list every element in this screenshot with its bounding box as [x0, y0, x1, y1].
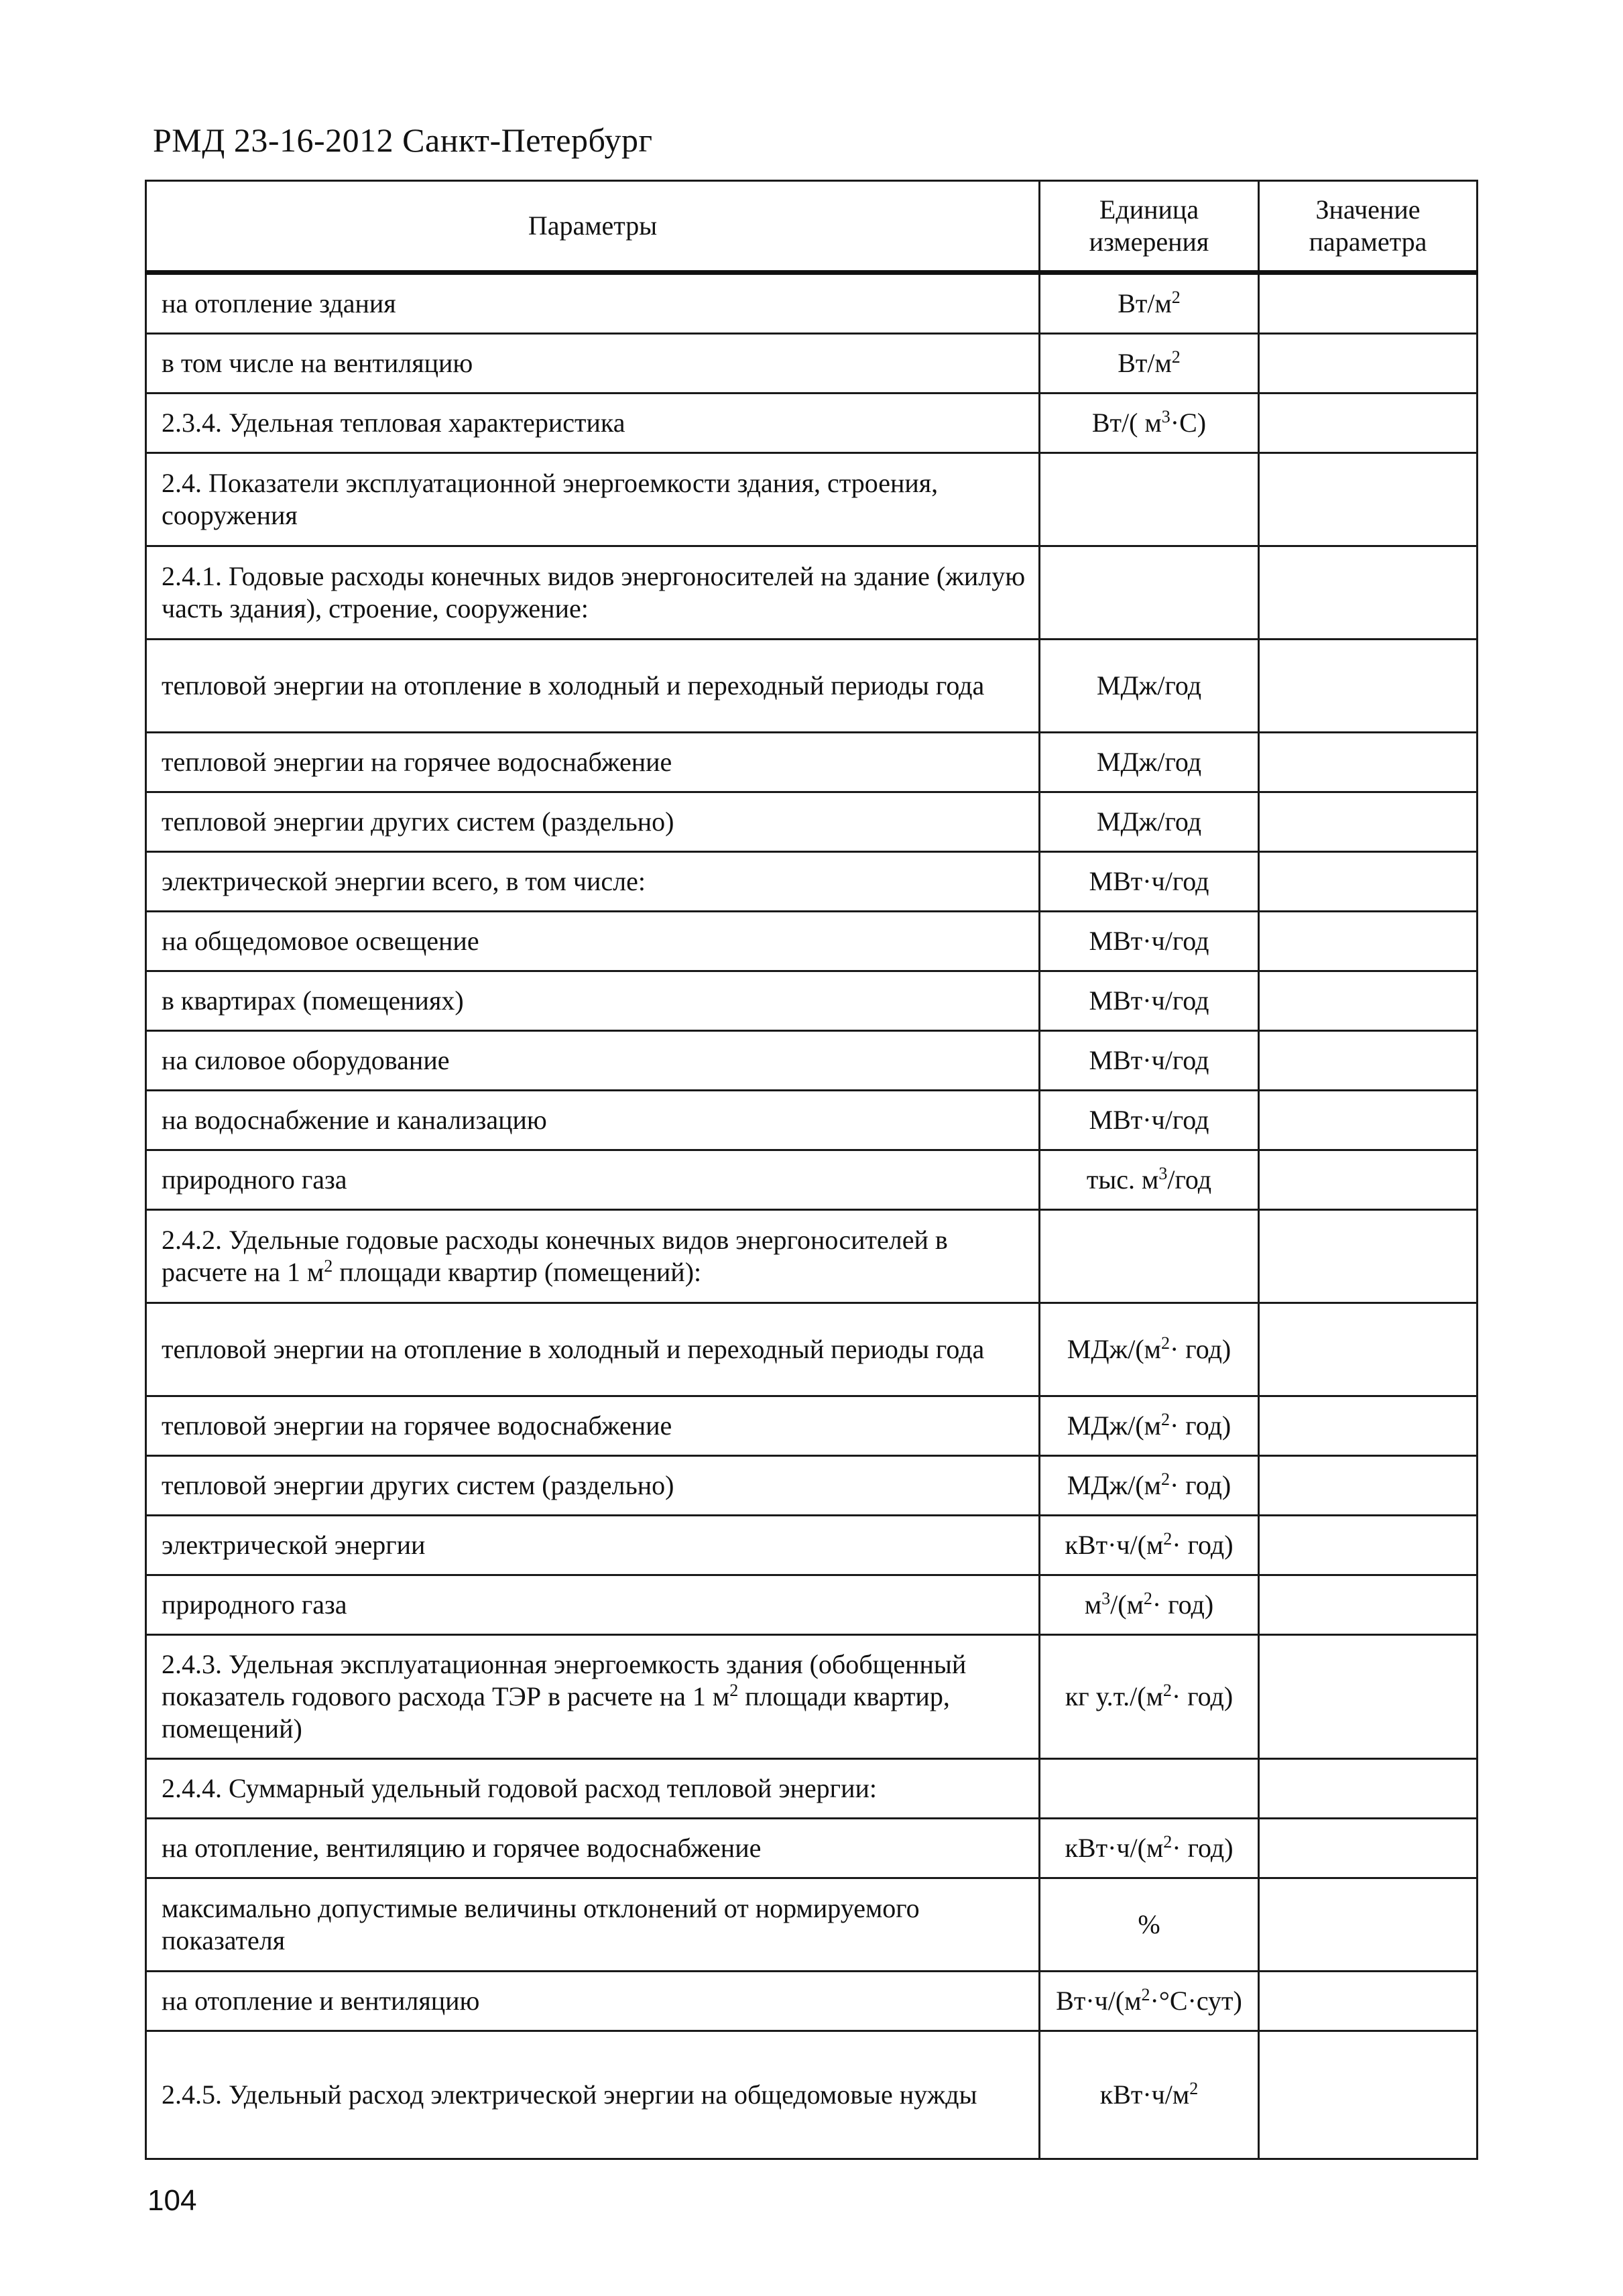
value-cell [1259, 640, 1478, 733]
value-cell [1259, 1516, 1478, 1575]
table-row [146, 1759, 1478, 1819]
unit-cell [1040, 1210, 1259, 1303]
unit-cell: МВт·ч/год [1040, 1091, 1259, 1150]
value-cell [1259, 912, 1478, 971]
value-cell [1259, 1031, 1478, 1091]
table-row [146, 1396, 1478, 1456]
table-row [146, 453, 1478, 546]
value-cell [1259, 792, 1478, 852]
table-row [146, 1091, 1478, 1150]
parameter-cell: 2.4.1. Годовые расходы конечных видов энергоносителей на здание (жилую часть здания), строение, сооружение: [146, 546, 1040, 640]
value-cell [1259, 1091, 1478, 1150]
value-cell [1259, 1303, 1478, 1396]
table-row [146, 733, 1478, 792]
page-number: 104 [147, 2184, 197, 2217]
unit-cell: $кВт\cdot ч/(м^2\cdot год)$ [1040, 1819, 1259, 1878]
unit-cell [1040, 546, 1259, 640]
parameters-table-container [145, 180, 1476, 2160]
value-cell [1259, 273, 1478, 334]
table-row [146, 852, 1478, 912]
table-row [146, 273, 1478, 334]
unit-cell: МВт·ч/год [1040, 971, 1259, 1031]
unit-cell [1040, 453, 1259, 546]
unit-cell: МДж/год [1040, 792, 1259, 852]
parameters-table [145, 180, 1478, 2160]
unit-cell: МВт·ч/год [1040, 852, 1259, 912]
table-body [146, 273, 1478, 2159]
table-row [146, 1303, 1478, 1396]
parameter-cell: максимально допустимые величины отклонений от нормируемого показателя [146, 1878, 1040, 1972]
value-cell [1259, 1972, 1478, 2031]
unit-cell: МДж/$(м^2\cdot год)$ [1040, 1396, 1259, 1456]
column-header-value: Значение параметра [1259, 181, 1478, 273]
unit-cell: тыс. $м^3$/год [1040, 1150, 1259, 1210]
unit-cell: $Вт/м^2$ [1040, 273, 1259, 334]
value-cell [1259, 2031, 1478, 2159]
parameter-cell: тепловой энергии других систем (раздельно) [146, 1456, 1040, 1516]
table-row [146, 1150, 1478, 1210]
value-cell [1259, 1575, 1478, 1635]
unit-cell: % [1040, 1878, 1259, 1972]
parameter-cell: на отопление здания [146, 273, 1040, 334]
parameter-cell: тепловой энергии на горячее водоснабжение [146, 1396, 1040, 1456]
table-row [146, 1031, 1478, 1091]
document-header: РМД 23-16-2012 Санкт-Петербург [153, 121, 653, 159]
value-cell [1259, 334, 1478, 394]
table-row [146, 1456, 1478, 1516]
table-row [146, 912, 1478, 971]
unit-cell: МВт·ч/год [1040, 912, 1259, 971]
parameter-cell: на общедомовое освещение [146, 912, 1040, 971]
parameter-cell: на отопление, вентиляцию и горячее водоснабжение [146, 1819, 1040, 1878]
value-cell [1259, 1456, 1478, 1516]
parameter-cell: 2.4.5. Удельный расход электрической энергии на общедомовые нужды [146, 2031, 1040, 2159]
value-cell [1259, 852, 1478, 912]
parameter-cell: электрической энергии [146, 1516, 1040, 1575]
table-row [146, 394, 1478, 453]
parameter-cell: на водоснабжение и канализацию [146, 1091, 1040, 1150]
table-row [146, 2031, 1478, 2159]
table-row [146, 334, 1478, 394]
unit-cell: Вт/( $м^3\cdot С$) [1040, 394, 1259, 453]
value-cell [1259, 1150, 1478, 1210]
unit-cell: $м^3/(м^2\cdot год)$ [1040, 1575, 1259, 1635]
table-row [146, 1972, 1478, 2031]
parameter-cell: тепловой энергии на отопление в холодный и переходный периоды года [146, 640, 1040, 733]
parameter-cell: на отопление и вентиляцию [146, 1972, 1040, 2031]
table-row [146, 1878, 1478, 1972]
table-row [146, 1516, 1478, 1575]
table-header-row [146, 181, 1478, 273]
unit-cell: МДж/год [1040, 640, 1259, 733]
value-cell [1259, 1819, 1478, 1878]
value-cell [1259, 1759, 1478, 1819]
parameter-cell: тепловой энергии на отопление в холодный и переходный периоды года [146, 1303, 1040, 1396]
value-cell [1259, 1210, 1478, 1303]
parameter-cell: на силовое оборудование [146, 1031, 1040, 1091]
parameter-cell: 2.4. Показатели эксплуатационной энергоемкости здания, строения, сооружения [146, 453, 1040, 546]
unit-cell: $Вт\cdot ч/(м^2\cdot^\circ С\cdot сут)$ [1040, 1972, 1259, 2031]
table-row [146, 1575, 1478, 1635]
unit-cell: $Вт/м^2$ [1040, 334, 1259, 394]
parameter-cell: в квартирах (помещениях) [146, 971, 1040, 1031]
value-cell [1259, 546, 1478, 640]
parameter-cell: 2.4.3. Удельная эксплуатационная энергоемкость здания (обобщенный показатель годового расхода ТЭР в расчете на 1 $м^2$ площади квартир, помещений) [146, 1635, 1040, 1759]
unit-cell: $кВт\cdot ч/м^2$ [1040, 2031, 1259, 2159]
table-row [146, 971, 1478, 1031]
parameter-cell: тепловой энергии на горячее водоснабжение [146, 733, 1040, 792]
parameter-cell: в том числе на вентиляцию [146, 334, 1040, 394]
unit-cell: кг $у.т./(м^2\cdot год)$ [1040, 1635, 1259, 1759]
value-cell [1259, 971, 1478, 1031]
unit-cell: МДж/$(м^2\cdot год)$ [1040, 1303, 1259, 1396]
parameter-cell: 2.4.2. Удельные годовые расходы конечных видов энергоносителей в расчете на 1 $м^2$ площади квартир (помещений): [146, 1210, 1040, 1303]
unit-cell [1040, 1759, 1259, 1819]
parameter-cell: 2.4.4. Суммарный удельный годовой расход тепловой энергии: [146, 1759, 1040, 1819]
unit-cell: МВт·ч/год [1040, 1031, 1259, 1091]
parameter-cell: 2.3.4. Удельная тепловая характеристика [146, 394, 1040, 453]
table-row [146, 792, 1478, 852]
value-cell [1259, 1878, 1478, 1972]
value-cell [1259, 453, 1478, 546]
value-cell [1259, 1635, 1478, 1759]
value-cell [1259, 394, 1478, 453]
parameter-cell: электрической энергии всего, в том числе: [146, 852, 1040, 912]
parameter-cell: природного газа [146, 1575, 1040, 1635]
value-cell [1259, 733, 1478, 792]
parameter-cell: тепловой энергии других систем (раздельно) [146, 792, 1040, 852]
table-row [146, 546, 1478, 640]
value-cell [1259, 1396, 1478, 1456]
unit-cell: МДж/$(м^2\cdot год)$ [1040, 1456, 1259, 1516]
table-row [146, 1635, 1478, 1759]
column-header-parameters: Параметры [146, 181, 1040, 273]
unit-cell: МДж/год [1040, 733, 1259, 792]
unit-cell: $кВт\cdot ч/(м^2\cdot год)$ [1040, 1516, 1259, 1575]
table-row [146, 1210, 1478, 1303]
parameter-cell: природного газа [146, 1150, 1040, 1210]
column-header-unit: Единица измерения [1040, 181, 1259, 273]
table-row [146, 1819, 1478, 1878]
table-row [146, 640, 1478, 733]
